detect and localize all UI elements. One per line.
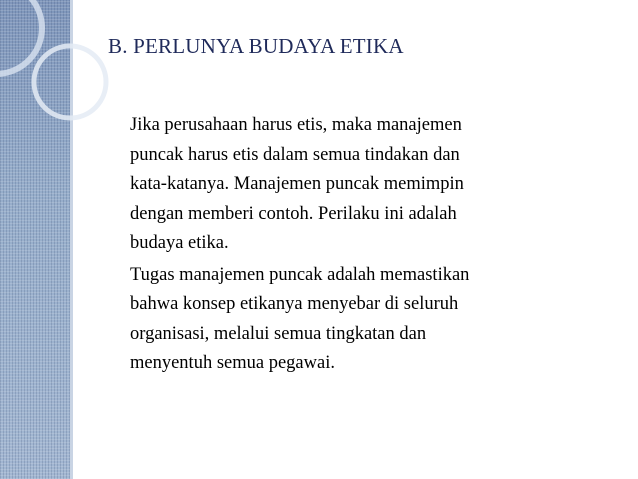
paragraph-2: Tugas manajemen puncak adalah memastikan bahwa konsep etikanya menyebar di seluruh organisasi, melalui semua tingkatan dan menyentuh semua pegawai. bbox=[130, 264, 470, 373]
slide-title: B. PERLUNYA BUDAYA ETIKA bbox=[108, 34, 404, 58]
decorative-arcs bbox=[0, 0, 120, 140]
paragraph-1: Jika perusahaan harus etis, maka manajemen puncak harus etis dalam semua tindakan dan kata-katanya. Manajemen puncak memimpin dengan memberi contoh. Perilaku ini adalah budaya etika. bbox=[130, 115, 464, 253]
slide-body bbox=[130, 111, 610, 381]
